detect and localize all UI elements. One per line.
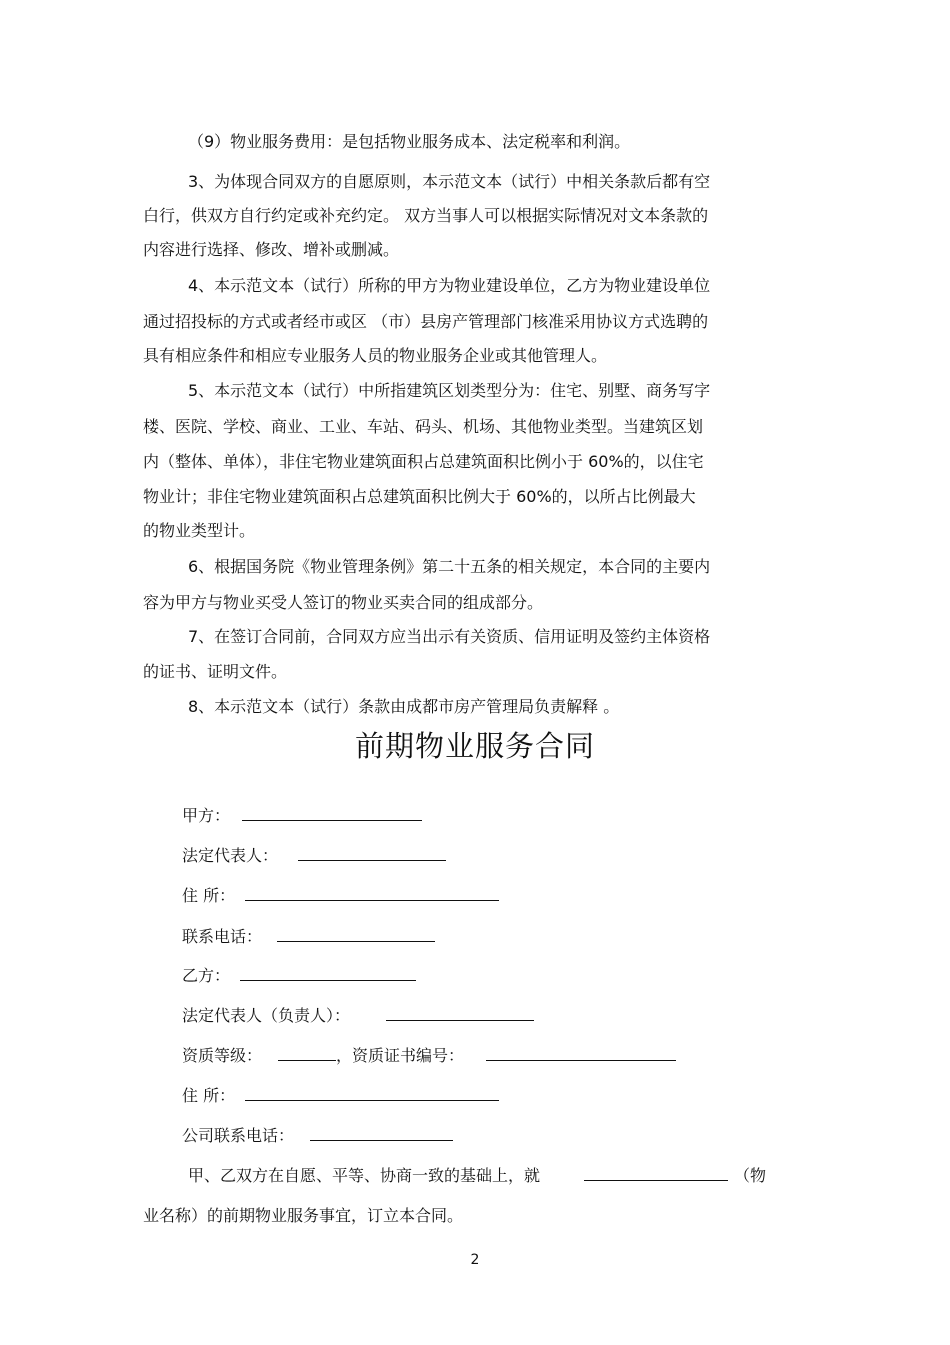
party-b-label: 乙方：	[182, 966, 231, 985]
phone-b-label: 公司联系电话：	[182, 1126, 295, 1145]
legal-rep-b-label: 法定代表人（负责人）：	[182, 1006, 351, 1025]
para-4-line-2: 通过招投标的方式或者经市或区 （市）县房产管理部门核准采用协议方式选聘的	[143, 312, 709, 331]
para-5-line-4: 物业计；非住宅物业建筑面积占总建筑面积比例大于 60%的，以所占比例最大	[143, 487, 696, 506]
closing-line-2: 业名称）的前期物业服务事宜，订立本合同。	[143, 1206, 464, 1225]
closing-line-1-suffix: （物	[734, 1166, 767, 1185]
contract-title: 前期物业服务合同	[354, 729, 595, 763]
property-name-blank	[584, 1166, 728, 1181]
party-a-blank	[242, 806, 422, 821]
phone-b-blank	[310, 1126, 453, 1141]
closing-line-1	[188, 1166, 766, 1186]
item-9: （9）物业服务费用：是包括物业服务成本、法定税率和利润。	[188, 132, 631, 151]
para-5-line-1: 5、本示范文本（试行）中所指建筑区划类型分为：住宅、别墅、商务写字	[188, 381, 711, 400]
phone-a-label: 联系电话：	[182, 927, 263, 946]
party-a-row	[182, 806, 422, 826]
closing-line-1-text: 甲、乙双方在自愿、平等、协商一致的基础上，就	[188, 1166, 541, 1185]
para-3-line-3: 内容进行选择、修改、增补或删减。	[143, 240, 400, 259]
para-3-line-2: 白行，供双方自行约定或补充约定。 双方当事人可以根据实际情况对文本条款的	[143, 206, 709, 225]
address-a-label: 住 所：	[182, 886, 236, 905]
party-a-label: 甲方：	[182, 806, 231, 825]
address-b-blank	[245, 1086, 499, 1101]
para-7-line-2: 的证书、证明文件。	[143, 662, 288, 681]
legal-rep-a-blank	[298, 846, 446, 861]
phone-a-blank	[277, 927, 435, 942]
legal-rep-a-row	[182, 846, 446, 866]
party-b-blank	[240, 966, 416, 981]
qualification-row	[182, 1046, 676, 1066]
page-number: 2	[470, 1252, 480, 1268]
qualification-level-label: 资质等级：	[182, 1046, 263, 1065]
para-5-line-2: 楼、医院、学校、商业、工业、车站、码头、机场、其他物业类型。当建筑区划	[143, 417, 704, 436]
para-5-line-5: 的物业类型计。	[143, 521, 256, 540]
legal-rep-a-label: 法定代表人：	[182, 846, 279, 865]
legal-rep-b-blank	[386, 1006, 534, 1021]
qualification-cert-blank	[486, 1046, 676, 1061]
para-3-line-1: 3、为体现合同双方的自愿原则，本示范文本（试行）中相关条款后都有空	[188, 172, 711, 191]
address-a-blank	[245, 886, 499, 901]
address-a-row	[182, 886, 499, 906]
phone-a-row	[182, 927, 435, 947]
para-4-line-3: 具有相应条件和相应专业服务人员的物业服务企业或其他管理人。	[143, 346, 608, 365]
para-6-line-2: 容为甲方与物业买受人签订的物业买卖合同的组成部分。	[143, 593, 544, 612]
party-b-row	[182, 966, 416, 986]
para-4-line-1: 4、本示范文本（试行）所称的甲方为物业建设单位，乙方为物业建设单位	[188, 276, 711, 295]
para-6-line-1: 6、根据国务院《物业管理条例》第二十五条的相关规定，本合同的主要内	[188, 557, 711, 576]
qualification-level-blank	[278, 1046, 336, 1061]
address-b-row	[182, 1086, 499, 1106]
para-7-line-1: 7、在签订合同前，合同双方应当出示有关资质、信用证明及签约主体资格	[188, 627, 711, 646]
para-8: 8、本示范文本（试行）条款由成都市房产管理局负责解释 。	[188, 697, 620, 716]
address-b-label: 住 所：	[182, 1086, 236, 1105]
para-5-line-3: 内（整体、单体），非住宅物业建筑面积占总建筑面积比例小于 60%的，以住宅	[143, 452, 704, 471]
qualification-cert-label: ，资质证书编号：	[336, 1046, 465, 1065]
phone-b-row	[182, 1126, 453, 1146]
legal-rep-b-row	[182, 1006, 534, 1026]
